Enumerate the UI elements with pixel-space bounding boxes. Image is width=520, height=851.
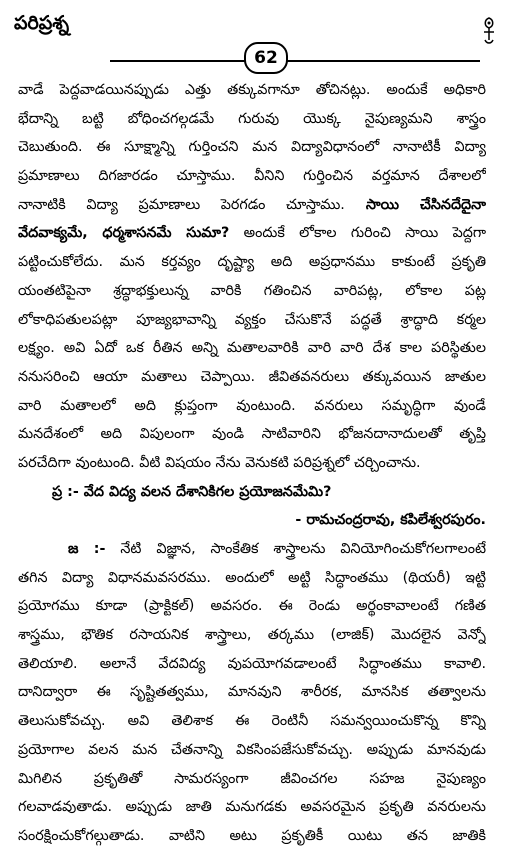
paragraph-line: తెలియాలి. అలానే వేదవిద్య వుపయోగవడాలంటే సిద్ధాంతము కావాలి. xyxy=(18,655,486,672)
questioner-signature: - రామచంద్రరావు, కపిలేశ్వరపురం. xyxy=(295,512,486,529)
answer-label: జ :- xyxy=(68,541,106,557)
paragraph-line: వేదవాక్యమే, ధర్మశాసనమే సుమా? అందుకే లోకాల గురించి సాయి పెద్దగా xyxy=(18,225,486,242)
paragraph-line: పట్టించుకోలేదు. మన కర్తవ్యం దృష్ట్యా అది అప్రధానము కాకుంటే ప్రకృతి xyxy=(18,254,486,271)
paragraph-line: మిగిలిన ప్రకృతితో సామరస్యంగా జీవించగల సహజ నైపుణ్యం xyxy=(18,770,486,787)
paragraph-line: మనదేశంలో అది విపులంగా వుండి సాటివారిని భోజనదానాదులతో తృప్తి xyxy=(18,426,486,443)
paragraph-line: దానిద్వారా ఈ సృష్టితత్వము, మానవుని శారీరక, మానసిక తత్వాలను xyxy=(18,684,486,701)
page-header xyxy=(0,0,520,68)
running-title: పరిప్రశ్న xyxy=(14,12,70,34)
paragraph-line: శాస్త్రము, భౌతిక రసాయనిక శాస్త్రాలు, తర్కము (లాజిక్) మొదలైన వెన్నో xyxy=(18,627,486,644)
paragraph-line: ప్రమాణాలు దిగజారడం చూస్తాము. వీనిని గుర్తించిన వర్తమాన దేశాలలో xyxy=(18,168,486,185)
header-rule xyxy=(110,60,480,62)
paragraph-line: ప్రయోగాల వలన మన చేతనాన్ని వికసింపజేసుకోవచ్చు. అప్పుడు మానవుడు xyxy=(18,741,486,758)
paragraph-line: గలవాడవుతాడు. అప్పుడు జాతి మనుగడకు అవసరమైన ప్రకృతి వనరులను xyxy=(18,799,486,816)
question-line: ప్ర :- వేద విద్య వలన దేశానికిగల ప్రయోజనమేమి? xyxy=(52,483,332,500)
paragraph-line: తెలుసుకోవచ్చు. అవి తెలిశాక ఈ రెంటినీ సమన్వయించుకొన్న కొన్ని xyxy=(18,713,486,730)
paragraph-line: చెబుతుంది. ఈ సూక్ష్మాన్ని గుర్తించని మన విద్యావిధానంలో నానాటికీ విద్యా xyxy=(18,139,486,156)
paragraph-line: యంతటిపైనా శ్రద్ధాభక్తులున్న వారికి గతించిన వారిపట్ల, లోకాల పట్ల xyxy=(18,282,486,299)
paragraph-line: ప్రయోగము కూడా (ప్రాక్టికల్) అవసరం. ఈ రెండు అర్థంకావాలంటే గణిత xyxy=(18,598,486,615)
paragraph-line: పరచేదిగా వుంటుంది. వీటి విషయం నేను వెనుకటి పరిప్రశ్నలో చర్చించాను. xyxy=(18,454,421,471)
answer-first-line: జ :- నేటి విజ్ఞాన, సాంకేతిక శాస్త్రాలను వినియోగించుకోగలగాలంటే xyxy=(68,541,486,557)
deity-emblem-icon xyxy=(478,16,500,46)
paragraph-line: వాడే పెద్దవాడయినప్పుడు ఎత్తు తక్కువగానూ తోచినట్లు. అందుకే అధికారి xyxy=(18,82,486,98)
paragraph-line: నానాటికి విద్యా ప్రమాణాలు పెరగడం చూస్తాము. సాయి చేసినదేదైనా xyxy=(18,196,486,213)
paragraph-line: లక్ష్యం. అవి ఏదో ఒక రీతిన అన్ని మతాలవారికి వారి వారి దేశ కాల పరిస్థితుల xyxy=(18,340,486,357)
page-number: 62 xyxy=(244,42,288,74)
paragraph-line: లోకాధిపతులపట్లా పూజ్యభావాన్ని వ్యక్తం చేసుకొనే పద్ధతే శ్రాద్ధాది కర్మల xyxy=(18,311,486,328)
page-body xyxy=(18,76,486,851)
paragraph-line: వారి మతాలలో అది క్లుప్తంగా వుంటుంది. వనరులు సమృద్ధిగా వుండే xyxy=(18,397,486,414)
paragraph-line: తగిన విద్యా విధానమవసరము. అందులో అట్టి సిద్ధాంతము (థియరీ) ఇట్టి xyxy=(18,569,486,586)
paragraph-line: ననుసరించి ఆయా మతాలు చెప్పాయి. జీవితవనరులు తక్కువయిన జాతుల xyxy=(18,368,486,385)
paragraph-line: సంరక్షించుకోగల్గుతాడు. వాటిని అటు ప్రకృతికీ యిటు తన జాతికి xyxy=(18,827,486,844)
paragraph-line: భేదాన్ని బట్టి బోధించగల్గడమే గురువు యొక్క నైపుణ్యమని శాస్త్రం xyxy=(18,110,486,127)
